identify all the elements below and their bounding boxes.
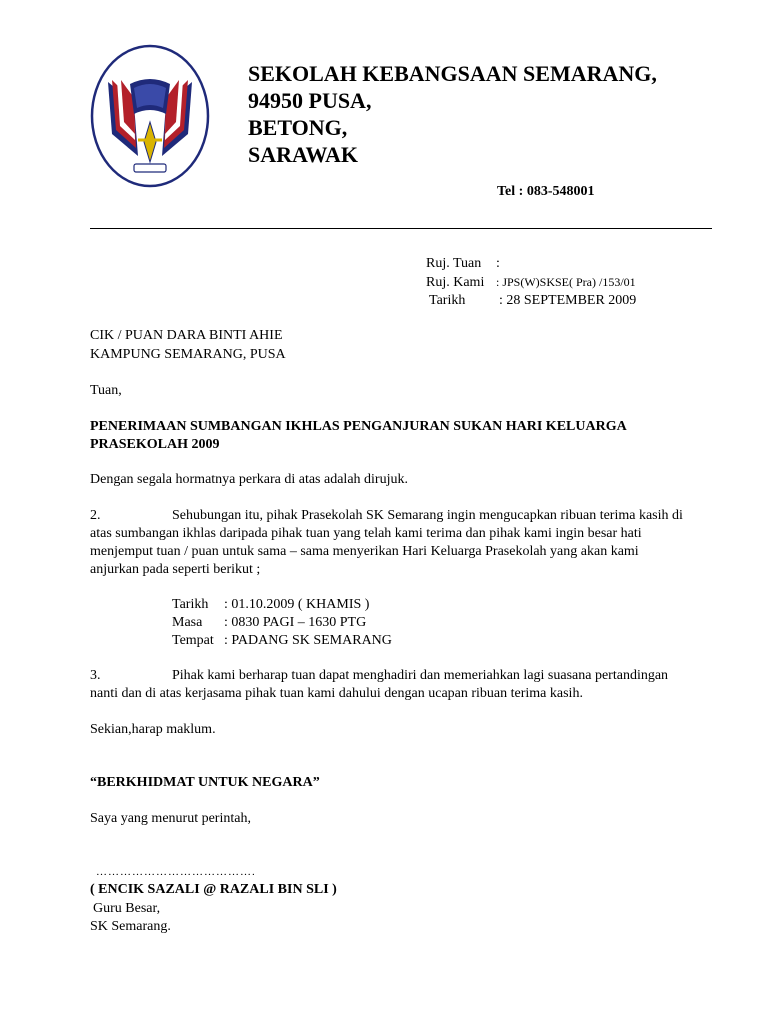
school-crest-icon	[90, 44, 210, 189]
school-state: SARAWAK	[248, 142, 359, 167]
para3-line-1: Pihak kami berharap tuan dapat menghadiri dan memeriahkan lagi suasana pertandingan	[172, 668, 669, 683]
detail-masa-label: Masa	[172, 615, 203, 630]
para2-line-4: anjurkan pada seperti berikut ;	[90, 562, 261, 577]
tarikh-label: Tarikh	[429, 293, 466, 308]
signatory-org: SK Semarang.	[90, 919, 171, 934]
recipient-address: KAMPUNG SEMARANG, PUSA	[90, 347, 286, 362]
ruj-tuan	[426, 256, 500, 272]
intro-paragraph: Dengan segala hormatnya perkara di atas adalah dirujuk.	[90, 472, 408, 487]
para3-line-2: nanti dan di atas kerjasama pihak tuan kami dahului dengan ucapan ribuan terima kasih.	[90, 686, 583, 701]
detail-tempat	[172, 632, 392, 650]
detail-tarikh-value: : 01.10.2009 ( KHAMIS )	[224, 597, 370, 612]
detail-tarikh-label: Tarikh	[172, 597, 209, 612]
signatory-name: ( ENCIK SAZALI @ RAZALI BIN SLI )	[90, 882, 337, 897]
closing: Sekian,harap maklum.	[90, 722, 216, 737]
motto: “BERKHIDMAT UNTUK NEGARA”	[90, 775, 320, 790]
school-postcode: 94950 PUSA,	[248, 88, 372, 113]
detail-tempat-value: : PADANG SK SEMARANG	[224, 633, 392, 648]
detail-tempat-label: Tempat	[172, 633, 214, 648]
ruj-tuan-value: :	[496, 256, 500, 271]
letterhead-divider	[90, 228, 712, 229]
ruj-kami	[426, 275, 636, 291]
ruj-kami-label: Ruj. Kami	[426, 275, 485, 290]
subject-line-1: PENERIMAAN SUMBANGAN IKHLAS PENGANJURAN SUKAN HARI KELUARGA	[90, 419, 627, 434]
ruj-tuan-label: Ruj. Tuan	[426, 256, 482, 271]
subject-line-2: PRASEKOLAH 2009	[90, 437, 220, 452]
para2-line-1: Sehubungan itu, pihak Prasekolah SK Semarang ingin mengucapkan ribuan terima kasih di	[172, 508, 683, 523]
signatory-title: Guru Besar,	[93, 901, 161, 916]
detail-masa-value: : 0830 PAGI – 1630 PTG	[224, 615, 367, 630]
signature-line: ………………………………….	[96, 866, 256, 878]
para3-number: 3.	[90, 668, 101, 683]
para2-line-2: atas sumbangan ikhlas daripada pihak tuan yang telah kami terima dan pihak kami ingin besar hati	[90, 526, 642, 541]
tarikh	[429, 293, 636, 309]
detail-tarikh	[172, 596, 369, 614]
detail-masa	[172, 614, 366, 632]
school-town: BETONG,	[248, 115, 348, 140]
school-name: SEKOLAH KEBANGSAAN SEMARANG,	[248, 61, 657, 86]
yours-faithfully: Saya yang menurut perintah,	[90, 811, 251, 826]
recipient-name: CIK / PUAN DARA BINTI AHIE	[90, 328, 283, 343]
ruj-kami-value: : JPS(W)SKSE( Pra) /153/01	[496, 275, 636, 289]
para2-number: 2.	[90, 508, 101, 523]
school-tel: Tel : 083-548001	[497, 184, 595, 199]
para2-line-3: menjemput tuan / puan untuk sama – sama menyerikan Hari Keluarga Prasekolah yang akan kami	[90, 544, 639, 559]
salutation: Tuan,	[90, 383, 122, 398]
tarikh-value: : 28 SEPTEMBER 2009	[499, 293, 637, 308]
